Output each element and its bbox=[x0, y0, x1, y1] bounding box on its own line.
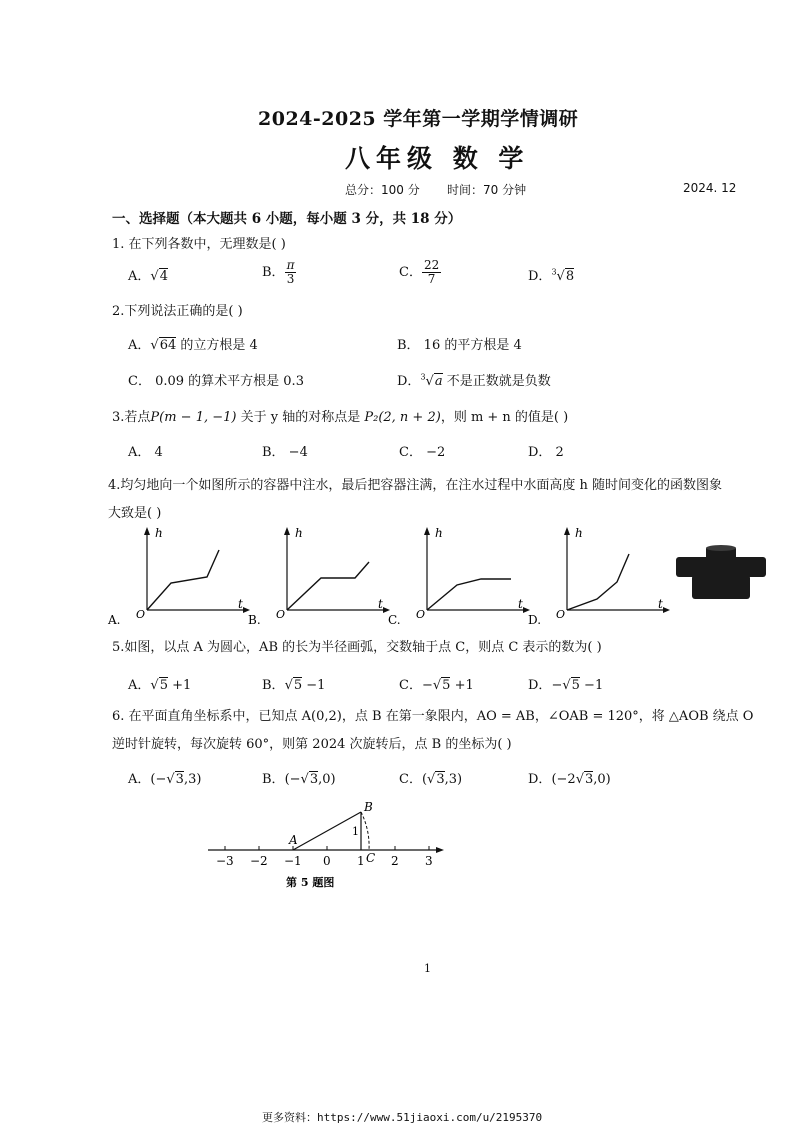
q3-stem: 3.若点P(m − 1, −1) 关于 y 轴的对称点是 P₂(2, n + 2)，则 m + n 的值是( ) bbox=[112, 410, 569, 425]
side-length-label: 1 bbox=[352, 825, 359, 838]
section-heading: 一、选择题（本大题共 6 小题，每小题 3 分，共 18 分） bbox=[112, 211, 462, 227]
tick-label: −3 bbox=[216, 854, 234, 868]
q4-graph-b bbox=[248, 526, 390, 627]
exam-date: 2024. 12 bbox=[683, 181, 737, 195]
tick-label: 2 bbox=[391, 854, 399, 868]
graph-h-label: h bbox=[435, 526, 443, 540]
q3-option-c: C． −2 bbox=[399, 445, 446, 460]
exam-time: 时间：70 分钟 bbox=[447, 183, 527, 197]
point-c-label: C bbox=[366, 851, 376, 865]
q2-stem: 2.下列说法正确的是( ) bbox=[112, 304, 243, 319]
q1-option-b: B． $\frac{\pi}{3}$ bbox=[262, 258, 295, 286]
tick-label: 0 bbox=[323, 854, 331, 868]
tick-label: −1 bbox=[284, 854, 302, 868]
q1-option-a: A．√4 bbox=[128, 269, 168, 284]
q3-option-b: B． −4 bbox=[262, 445, 308, 460]
graph-h-label: h bbox=[155, 526, 163, 540]
graph-t-label: t bbox=[658, 597, 663, 611]
tick-label: 1 bbox=[357, 854, 365, 868]
q4-graph-d bbox=[528, 526, 670, 627]
container-figure bbox=[672, 545, 776, 603]
graph-t-label: t bbox=[238, 597, 243, 611]
q4-stem-line2: 大致是( ) bbox=[108, 506, 162, 521]
segment-ab bbox=[293, 812, 361, 850]
q2-option-b: B． 16 的平方根是 4 bbox=[397, 338, 522, 353]
exam-subtitle: 八年级 数 学 bbox=[345, 144, 530, 173]
page-number: 1 bbox=[424, 962, 431, 975]
graph-origin-label: O bbox=[136, 608, 146, 621]
q1-option-d: D．$^3$√8 bbox=[528, 267, 575, 284]
q1-stem: 1. 在下列各数中，无理数是( ) bbox=[112, 237, 286, 252]
graph-option-label: B. bbox=[248, 613, 261, 627]
q1-option-c: C． $\frac{22}{7}$ bbox=[399, 258, 440, 286]
graph-h-label: h bbox=[295, 526, 303, 540]
q6-option-b: B．(−√3,0) bbox=[262, 772, 336, 787]
graph-origin-label: O bbox=[556, 608, 566, 621]
tick-label: −2 bbox=[250, 854, 268, 868]
footer-link[interactable]: 更多资料：https://www.51jiaoxi.com/u/2195370 bbox=[262, 1111, 543, 1124]
q5-option-a: A．√5 +1 bbox=[128, 678, 192, 693]
q3-option-d: D． 2 bbox=[528, 445, 564, 460]
q4-graph-a bbox=[107, 526, 250, 627]
point-a-label: A bbox=[289, 833, 298, 847]
q5-figure bbox=[200, 798, 460, 894]
q2-option-d: D．$^3$√a 不是正数就是负数 bbox=[397, 372, 551, 389]
figure-caption: 第 5 题图 bbox=[286, 876, 335, 889]
q2-option-c: C． 0.09 的算术平方根是 0.3 bbox=[128, 374, 304, 389]
point-b-label: B bbox=[364, 800, 373, 814]
graph-origin-label: O bbox=[276, 608, 286, 621]
graph-option-label: C. bbox=[388, 613, 401, 627]
q5-option-c: C．−√5 +1 bbox=[399, 678, 474, 693]
q6-stem-line1: 6. 在平面直角坐标系中，已知点 A(0,2)，点 B 在第一象限内，AO = AB，∠OAB = 120°，将 △AOB 绕点 O bbox=[112, 709, 754, 724]
tick-label: 3 bbox=[425, 854, 433, 868]
graph-t-label: t bbox=[518, 597, 523, 611]
graph-option-label: D. bbox=[528, 613, 542, 627]
q2-option-a: A．√64 的立方根是 4 bbox=[128, 338, 258, 353]
q4-stem-line1: 4.均匀地向一个如图所示的容器中注水，最后把容器注满，在注水过程中水面高度 h 随时间变化的函数图象 bbox=[108, 478, 723, 493]
q5-option-b: B．√5 −1 bbox=[262, 678, 326, 693]
q4-graph-c bbox=[388, 526, 530, 627]
q6-stem-line2: 逆时针旋转，每次旋转 60°，则第 2024 次旋转后，点 B 的坐标为( ) bbox=[112, 737, 512, 752]
q5-option-d: D．−√5 −1 bbox=[528, 678, 604, 693]
q6-option-c: C．(√3,3) bbox=[399, 772, 463, 787]
graph-option-label: A. bbox=[108, 613, 121, 627]
exam-title: 2024-2025 学年第一学期学情调研 bbox=[258, 108, 579, 130]
graph-origin-label: O bbox=[416, 608, 426, 621]
q4-graphs bbox=[105, 522, 705, 627]
total-score: 总分：100 分 bbox=[345, 183, 420, 197]
graph-h-label: h bbox=[575, 526, 583, 540]
graph-t-label: t bbox=[378, 597, 383, 611]
q6-option-a: A．(−√3,3) bbox=[128, 772, 202, 787]
q5-stem: 5.如图，以点 A 为圆心，AB 的长为半径画弧，交数轴于点 C，则点 C 表示的数为( ) bbox=[112, 640, 602, 655]
q6-option-d: D．(−2√3,0) bbox=[528, 772, 611, 787]
q3-option-a: A． 4 bbox=[128, 445, 163, 460]
arc-bc bbox=[361, 812, 369, 850]
